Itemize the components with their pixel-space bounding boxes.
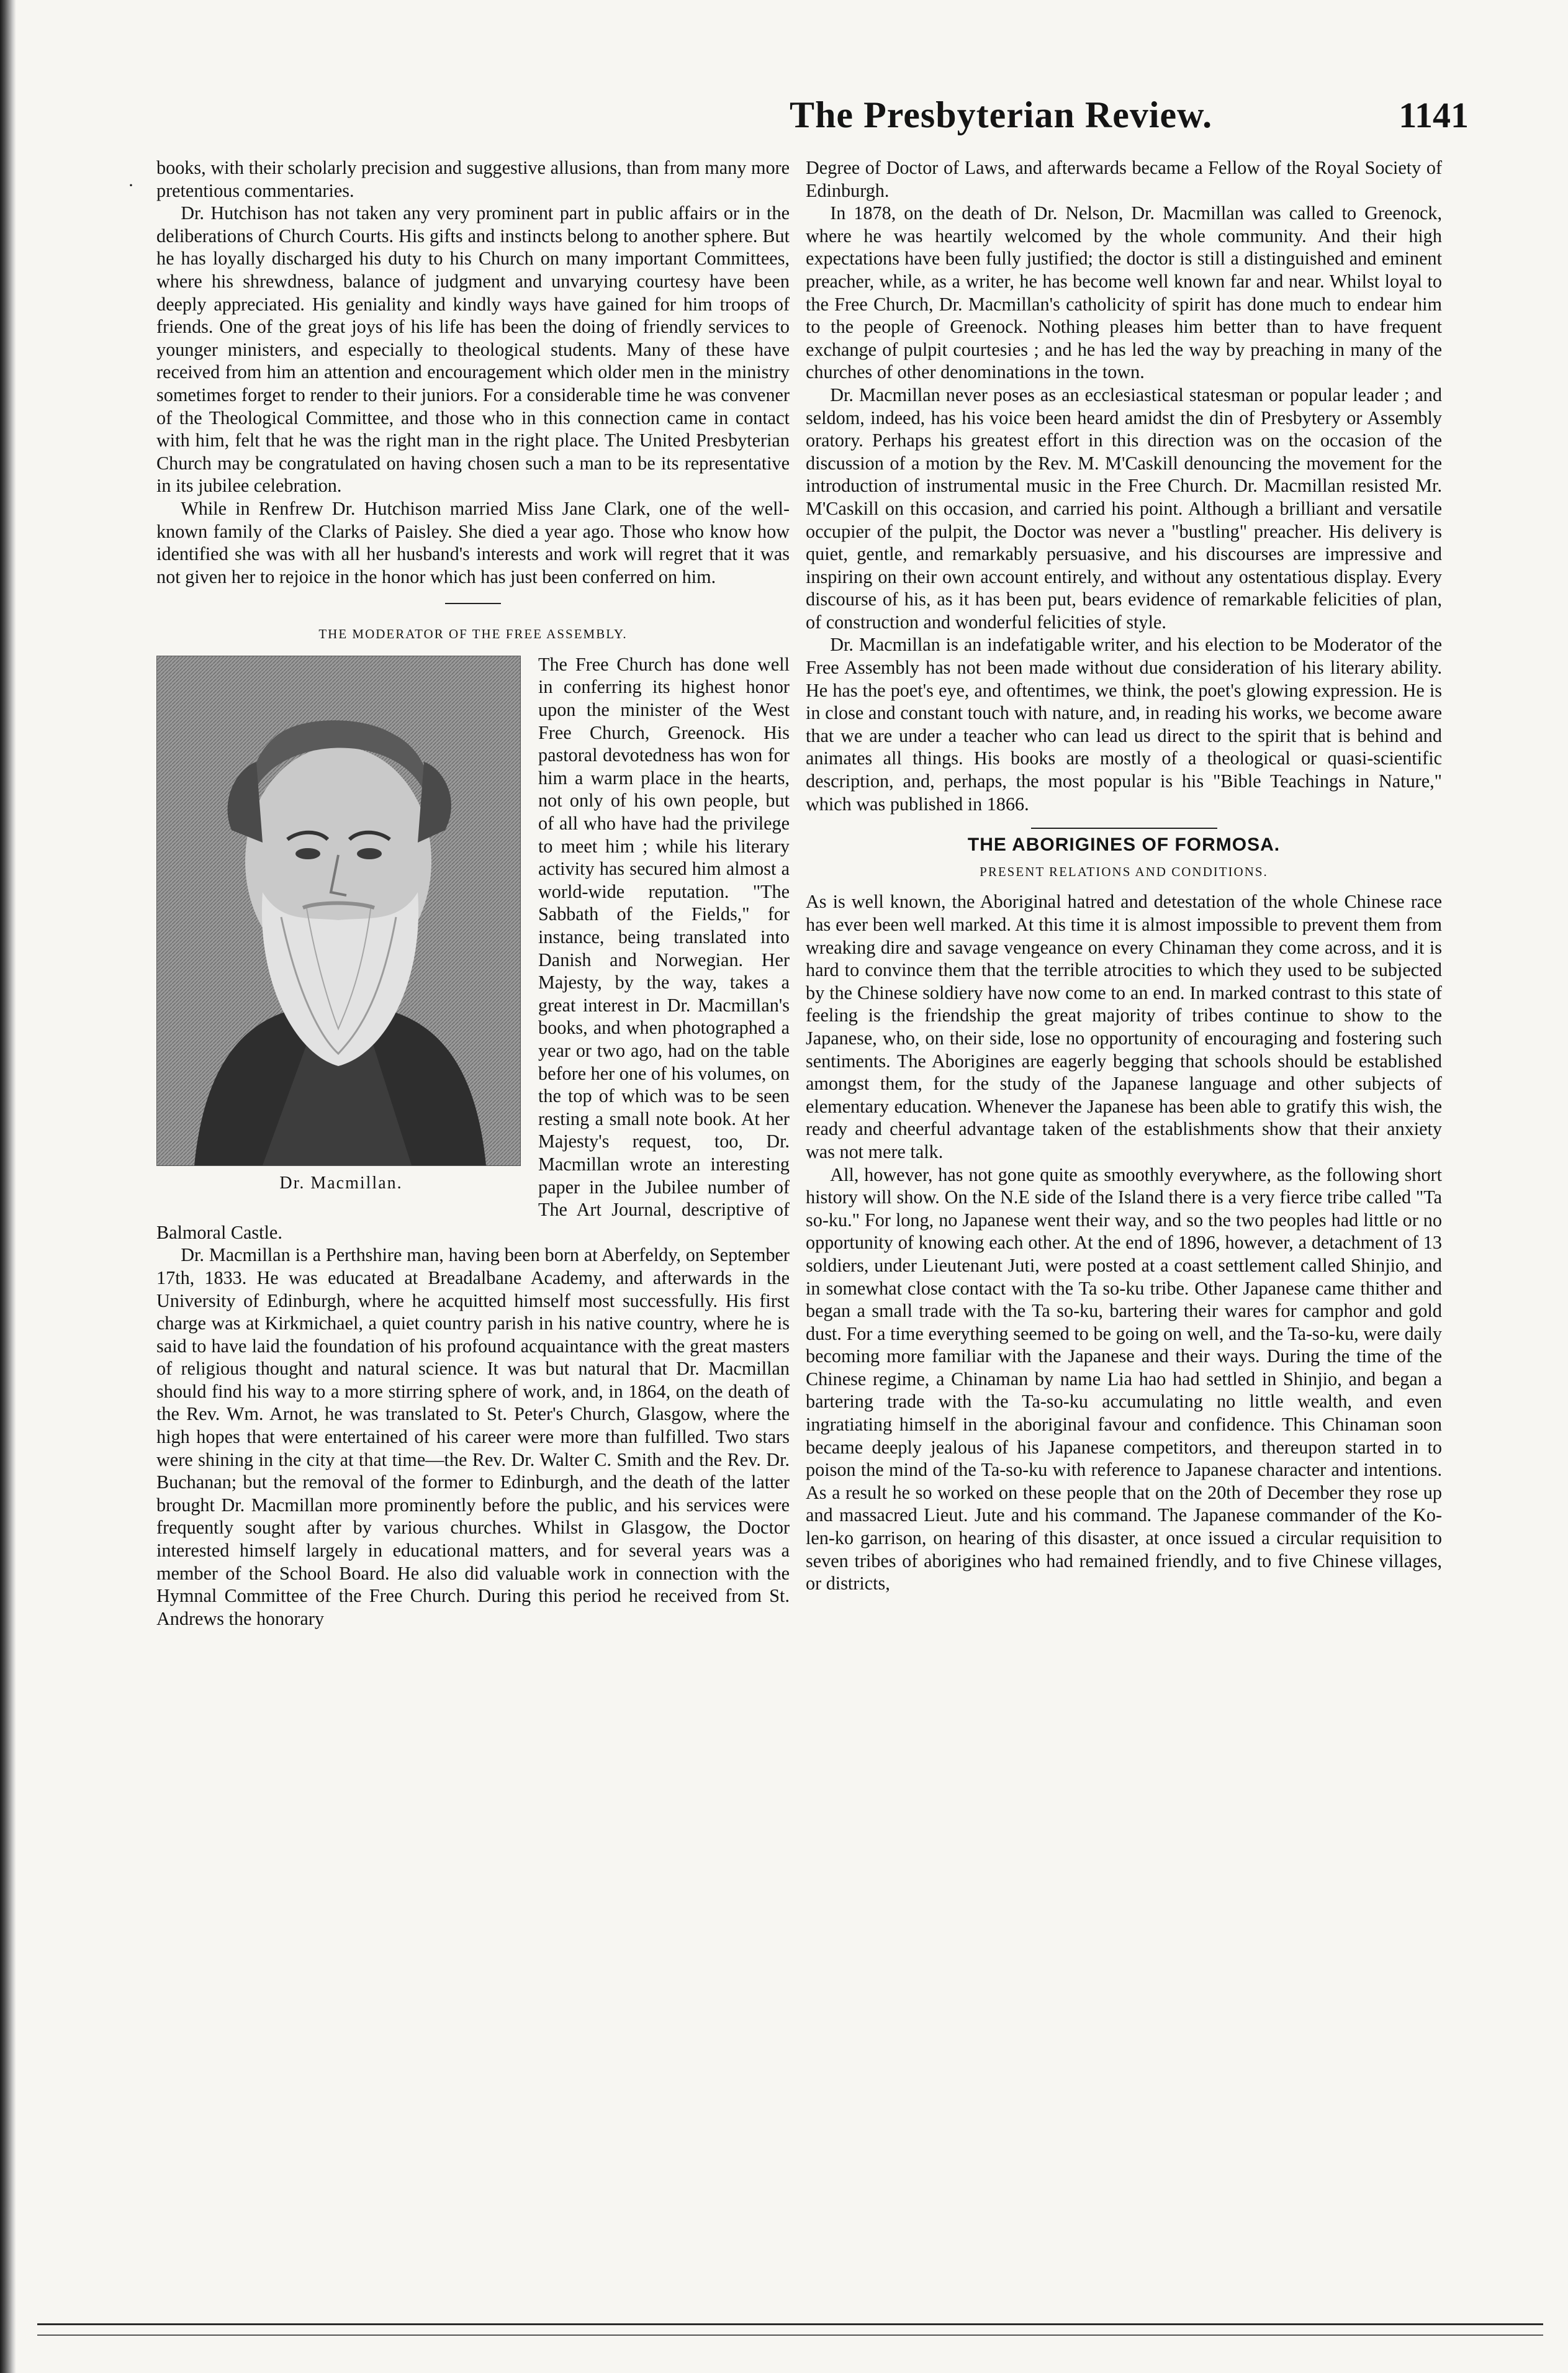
- article-title: THE ABORIGINES OF FORMOSA.: [967, 834, 1281, 856]
- paragraph: Degree of Doctor of Laws, and afterwards became a Fellow of the Royal Society of Edinburgh.: [806, 157, 1442, 201]
- paragraph: Dr. Macmillan never poses as an ecclesiastical statesman or popular leader ; and seldom, indeed, has his voice been heard amidst the din of Presbytery or Assembly oratory. Perhaps his greatest effort in this direction was on the occasion of the discussion of a motion by the Rev. M. M'Caskill denouncing the movement for the introduction of instrumental music in the Free Church. Dr. Macmillan resisted Mr. M'Caskill on this occasion, and carried his point. Although a brilliant and versatile occupier of the pulpit, the Doctor was never a "bustling" preacher. His delivery is quiet, gentle, and remarkably persuasive, and his discourses are impressive and inspiring on their own account entirely, and without any ostentatious display. Every discourse of his, as it has been put, bears evidence of remarkable felicities of plan, of construction and wonderful felicities of style.: [806, 384, 1442, 633]
- bottom-rule-secondary: [37, 2335, 1543, 2336]
- left-column: [156, 156, 790, 1630]
- portrait-image: [156, 656, 521, 1166]
- paragraph: In 1878, on the death of Dr. Nelson, Dr. Macmillan was called to Greenock, where he was heartily welcomed by the whole community. And their high expectations have been fully justified; the doctor is still a distinguished and eminent preacher, while, as a writer, he has become well known far and near. Whilst loyal to the Free Church, Dr. Macmillan's catholicity of spirit has done much to endear him to the people of Greenock. Nothing pleases him better than to have frequent exchange of pulpit courtesies ; and he has led the way by preaching in many of the churches of other denominations in the town.: [806, 202, 1442, 383]
- paragraph: The Free Church has done well in conferring its highest honor upon the minister of the West Free Church, Greenock. His pastoral devotedness has won for him a warm place in the hearts, not only of his own people, but of all who have had the privilege to meet him ; while his literary activity has secured him almost a world-wide reputation. "The Sabbath of the Fields," for instance, being translated into Danish and Norwegian. Her Majesty, by the way, takes a great interest in Dr. Macmillan's books, and when photographed a year or two ago, had on the table before her one of his volumes, on the top of which was to be seen resting a small note book. At her Majesty's request, too, Dr. Macmillan wrote an interesting paper in the Jubilee number of The Art Journal, descriptive of Balmoral Castle.: [156, 653, 790, 1243]
- right-column: [806, 156, 1442, 1595]
- page-number: 1141: [1399, 95, 1469, 135]
- paragraph: Dr. Hutchison has not taken any very prominent part in public affairs or in the deliberations of Church Courts. His gifts and instincts belong to another sphere. But he has loyally discharged his duty to his Church on many important Committees, where his shrewdness, balance of judgment and unvarying courtesy have been deeply appreciated. His geniality and kindly ways have gained for him troops of friends. One of the great joys of his life has been the doing of friendly services to younger ministers, and especially to theological students. Many of these have received from him an attention and encouragement which older men in the ministry sometimes forget to render to their juniors. For a considerable time he was convener of the Theological Committee, and those who in this connection came in contact with him, felt that he was the right man in the right place. The United Presbyterian Church may be congratulated on having chosen such a man to be its representative in its jubilee celebration.: [156, 202, 790, 497]
- binding-edge: [0, 0, 16, 2373]
- paragraph: All, however, has not gone quite as smoothly everywhere, as the following short history will show. On the N.E side of the Island there is a very fierce tribe called "Ta so-ku." For long, no Japanese went their way, and so the two peoples had little or no opportunity of knowing each other. At the end of 1896, however, a detachment of 13 soldiers, under Lieutenant Juti, were posted at a coast settlement called Shinjio, and in somewhat close contact with the Ta so-ku tribe. Other Japanese came thither and began a small trade with the Ta so-ku, bartering their wares for camphor and gold dust. For a time everything seemed to be going on well, and the Ta-so-ku, were daily becoming more familiar with the Japanese and their ways. During the time of the Chinese regime, a Chinaman by name Lia hao had settled in Shinjio, and began a bartering trade with the Ta-so-ku accumulating no little wealth, and even ingratiating himself in the aboriginal favour and confidence. This Chinaman soon became deeply jealous of his Japanese competitors, and thereupon started in to poison the mind of the Ta-so-ku with reference to Japanese character and intentions. As a result he so worked on these people that on the 20th of December they rose up and massacred Lieut. Jute and his command. The Japanese commander of the Ko-len-ko garrison, on hearing of this disaster, at once issued a circular requisition to seven tribes of aborigines who had remained friendly, and to five Chinese villages, or districts,: [806, 1164, 1442, 1594]
- paragraph: While in Renfrew Dr. Hutchison married Miss Jane Clark, one of the well-known family of the Clarks of Paisley. She died a year ago. Those who know how identified she was with all her husband's interests and work will regret that it was not given her to rejoice in the honor which has just been conferred on him.: [156, 497, 790, 587]
- paragraph: books, with their scholarly precision and suggestive allusions, than from many more pretentious commentaries.: [156, 157, 790, 201]
- paragraph: As is well known, the Aboriginal hatred and detestation of the whole Chinese race has ever been well marked. At this time it is almost impossible to prevent them from wreaking dire and savage vengeance on every Chinaman they come across, and it is hard to convince them that the terrible atrocities to which they used to be subjected by the Chinese soldiery have now come to an end. In marked contrast to this state of feeling is the friendship the great majority of tribes continue to show to the Japanese, who, on their side, lose no opportunity of encouraging and fostering such sentiments. The Aborigines are eagerly begging that schools should be established amongst them, for the study of the Japanese language and other subjects of elementary education. Whenever the Japanese has been able to gratify this wish, the ready and cheerful advantage taken of the establishments show that their anxiety was not mere talk.: [806, 891, 1442, 1162]
- paragraph: Dr. Macmillan is an indefatigable writer, and his election to be Moderator of the Free Assembly has not been made without due consideration of his literary ability. He has the poet's eye, and oftentimes, we think, the poet's glowing expression. He is in close and constant touch with nature, and, in reading his works, we become aware that we are under a teacher who can lead us direct to the spirit that is behind and animates all things. His books are mostly of a theological or quasi-scientific description, and, perhaps, the most popular is his "Bible Teachings in Nature," which was published in 1866.: [806, 634, 1442, 815]
- margin-dot: ·: [128, 175, 134, 196]
- section-heading: THE MODERATOR OF THE FREE ASSEMBLY.: [318, 626, 628, 642]
- portrait-figure: [156, 656, 526, 1195]
- section-divider: [445, 603, 501, 604]
- bottom-rule: [37, 2323, 1543, 2325]
- figure-caption: Dr. Macmillan.: [279, 1173, 403, 1193]
- article-divider: [1031, 828, 1217, 829]
- article-subtitle: PRESENT RELATIONS AND CONDITIONS.: [980, 864, 1268, 879]
- running-title: The Presbyterian Review.: [790, 94, 1213, 135]
- paragraph: Dr. Macmillan is a Perthshire man, having been born at Aberfeldy, on September 17th, 1833. He was educated at Breadalbane Academy, and afterwards in the University of Edinburgh, where he acquitted himself most successfully. His first charge was at Kirkmichael, a quiet country parish in his native country, where he is said to have laid the foundation of his profound acquaintance with the great masters of religious thought and natural science. It was but natural that Dr. Macmillan should find his way to a more stirring sphere of work, and, in 1864, on the death of the Rev. Wm. Arnot, he was translated to St. Peter's Church, Glasgow, where the high hopes that were entertained of his career were more than fulfilled. Two stars were shining in the city at that time—the Rev. Dr. Walter C. Smith and the Rev. Dr. Buchanan; but the removal of the former to Edinburgh, and the death of the latter brought Dr. Macmillan more prominently before the public, and his services were frequently sought after by various churches. Whilst in Glasgow, the Doctor interested himself largely in educational matters, and for several years was a member of the School Board. He also did valuable work in connection with the Hymnal Committee of the Free Church. During this period he received from St. Andrews the honorary: [156, 1244, 790, 1629]
- page-header: [143, 87, 1469, 143]
